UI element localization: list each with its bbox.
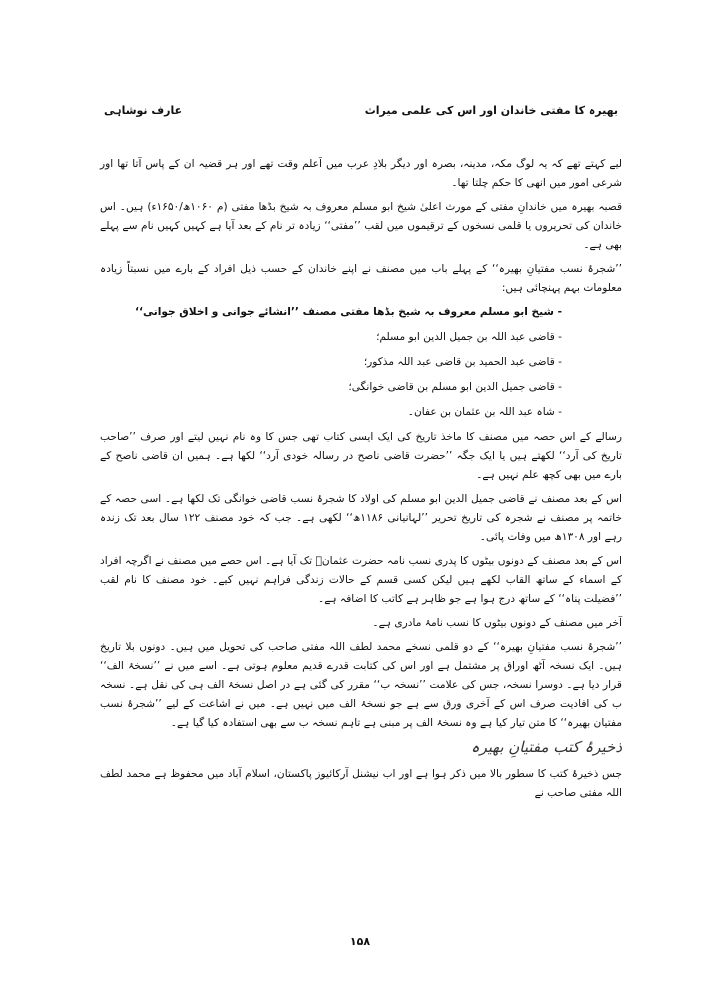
page-body [100,155,622,808]
paragraph: لیے کہتے تھے کہ یہ لوگ مکہ، مدینہ، بصرہ اور دیگر بلادِ عرب میں اَعلم وقت تھے اور ہر قضیہ ان کے پاس آتا تھا اور شرعی امور میں انھی کا حکم چلتا تھا۔ [100,158,622,189]
list-item: - قاضی عبد الحمید بن قاضی عبد اللہ مذکور؛ [363,356,562,368]
page-header [104,104,618,122]
paragraph: ’’شجرۂ نسب مفتیانِ بھیرہ‘‘ کے پہلے باب میں مصنف نے اپنے خاندان کے حسب ذیل افراد کے بارے میں نسبتاً زیادہ معلومات بہم پہنچائی ہیں: [100,263,622,294]
family-members-list [100,303,622,422]
section-heading: ذخیرۂ کتب مفتیانِ بھیرہ [470,738,622,756]
list-item: - قاضی عبد اللہ بن جمیل الدین ابو مسلم؛ [376,331,562,343]
paragraph: اس کے بعد مصنف کے دونوں بیٹوں کا پدری نسب نامہ حضرت عثمانؓ تک آیا ہے۔ اس حصے میں مصنف نے اگرچہ افراد کے اسماء کے ساتھ القاب لکھے ہیں لیکن کسی قسم کے حالات زندگی فراہم نہیں کیے۔ خود مصنف کا نام لقب ’’فضیلت پناہ‘‘ کے ساتھ درج ہوا ہے جو ظاہر ہے کاتب کا اضافہ ہے۔ [100,555,622,605]
list-item: - قاضی جمیل الدین ابو مسلم بن قاضی خوانگی؛ [348,381,562,393]
paragraph: اس کے بعد مصنف نے قاضی جمیل الدین ابو مسلم کی اولاد کا شجرۂ نسب قاضی خوانگی تک لکھا ہے۔ اسی حصہ کے خاتمہ پر مصنف نے شجرہ کی تاریخ تحریر ’’لہانیانی ۱۱۸۶ھ‘‘ لکھی ہے۔ جب کہ خود مصنف ۱۲۲ سال بعد تک زندہ رہے اور ۱۳۰۸ھ میں وفات پائی۔ [100,493,622,543]
list-item: - شیخ ابو مسلم معروف بہ شیخ بڈھا مفتی مصنف ’’انشائے جوانی و اخلاق جوانی‘‘ [134,306,562,318]
paragraph: آخر میں مصنف کے دونوں بیٹوں کا نسب نامۂ مادری ہے۔ [372,617,622,629]
paragraph: جس ذخیرۂ کتب کا سطور بالا میں ذکر ہوا ہے اور اب نیشنل آرکائیوز پاکستان، اسلام آباد میں محفوظ ہے محمد لطف اللہ مفتی صاحب نے [100,768,622,799]
running-title: بھیرہ کا مفتی خاندان اور اس کی علمی میراث [364,104,618,117]
list-item: - شاہ عبد اللہ بن عثمان بن عفان۔ [407,406,562,418]
paragraph: ’’شجرۂ نسب مفتیانِ بھیرہ‘‘ کے دو قلمی نسخے محمد لطف اللہ مفتی صاحب کی تحویل میں ہیں۔ دونوں بلا تاریخ ہیں۔ ایک نسخہ آٹھ اوراق پر مشتمل ہے اور اس کی کتابت قدرے قدیم معلوم ہوتی ہے۔ اسے میں نے ’’نسخۂ الف‘‘ قرار دیا ہے۔ دوسرا نسخہ، جس کی علامت ’’نسخہ ب‘‘ مقرر کی گئی ہے در اصل نسخۂ الف ہی کی نقل ہے۔ نسخہ ب کی افادیت صرف اس کے آخری ورق سے ہے جو نسخۂ الف میں نہیں ہے۔ میں نے اشاعت کے لیے ’’شجرۂ نسب مفتیان بھیرہ‘‘ کا متن تیار کیا ہے وہ نسخۂ الف پر مبنی ہے تاہم نسخہ ب سے بھی استفادہ کیا گیا ہے۔ [100,641,622,729]
paragraph: رسالے کے اس حصہ میں مصنف کا ماخذ تاریخ کی ایک ایسی کتاب تھی جس کا وہ نام نہیں لیتے اور صرف ’’صاحب تاریخ کی آرد‘‘ لکھتے ہیں یا ایک جگہ ’’حضرت قاضی ناصح در رسالہ خودی آرد‘‘ لکھا ہے۔ ہمیں ان قاضی ناصح کے بارے میں بھی کچھ علم نہیں ہے۔ [100,431,622,481]
author-name: عارف نوشاہی [104,104,183,117]
page-number: ۱۵۸ [349,935,371,948]
paragraph: قصبہ بھیرہ میں خاندانِ مفتی کے مورث اعلیٰ شیخ ابو مسلم معروف بہ شیخ بڈھا مفتی (م ۱۰۶۰ھ/۱۶۵۰ء) ہیں۔ اس خاندان کی تحریروں یا قلمی نسخوں کے ترقیموں میں لقب ’’مفتی‘‘ زیادہ تر نام کے بعد آیا ہے کہیں کہیں نام سے پہلے بھی ہے۔ [100,201,623,251]
